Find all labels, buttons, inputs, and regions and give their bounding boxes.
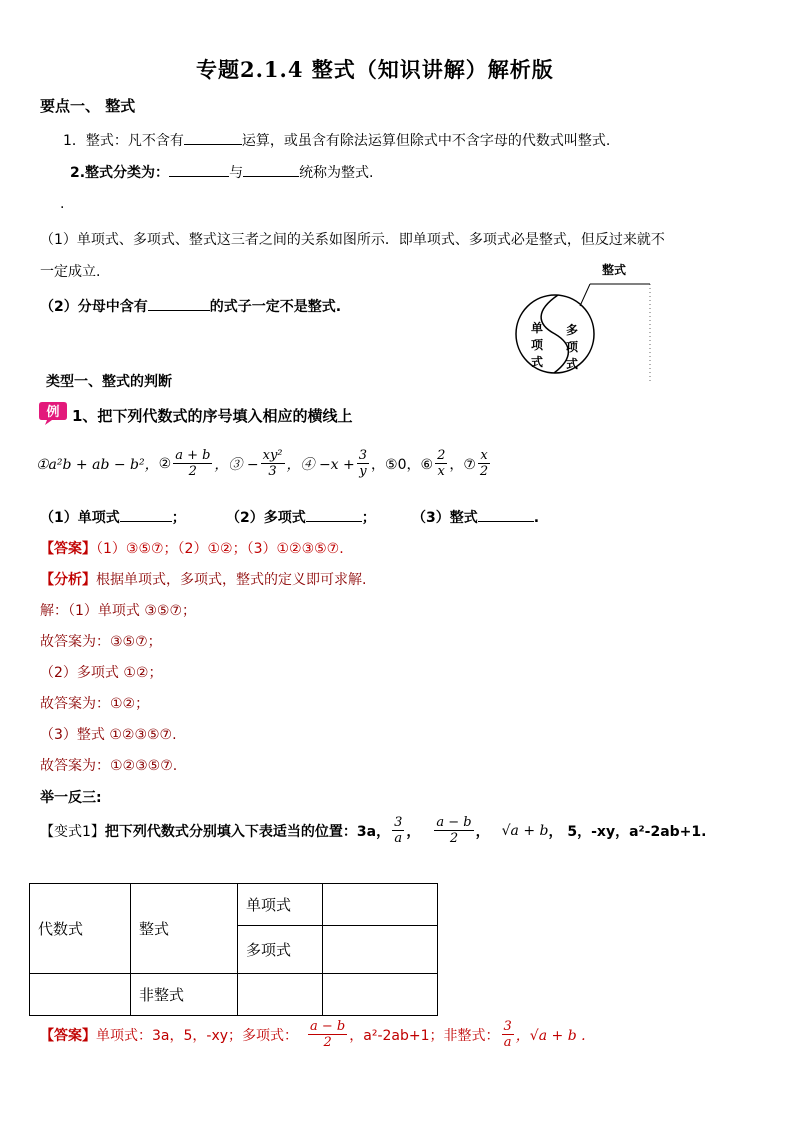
label-multinomial: 项 [566, 340, 579, 354]
practice-heading: 举一反三: [40, 790, 102, 806]
solution-line: 故答案为：①②； [40, 696, 150, 712]
fraction: $\frac{\text{xy²}}{3}$ [262, 448, 283, 479]
fill-polynomial: （3）整式 . [412, 507, 539, 527]
practice-question: 【变式1】 把下列代数式分别填入下表适当的位置：3a， $\frac{3}{a}$ ， $\frac{a - b}{2}$ ， √a + b ， 5，-xy，a²-2ab+1. [40, 815, 707, 846]
classification-table [29, 883, 438, 1016]
blank-field[interactable] [243, 162, 299, 177]
label-monomial: 式 [531, 355, 544, 369]
fraction: $\frac{x}{2}$ [479, 448, 489, 479]
blank-field[interactable] [120, 507, 172, 522]
leader-line [580, 284, 590, 306]
expression-list: ①a²b + ab − b²， ② $\frac{a + b}{2}$ ，③ − $\frac{\text{xy²}}{3}$ ，④ −x + $\frac{3}{y}$ ，⑤0，⑥ $\frac{2}{x}$ ，⑦ $\frac{x}{2}$ [36, 448, 489, 479]
answer-line: 【答案】（1）③⑤⑦；（2）①②；（3）①②③⑤⑦. [40, 541, 344, 557]
cell-non-polynomial-answer[interactable] [323, 974, 438, 1016]
definition-line: 1．整式：凡不含有 运算，或虽含有除法运算但除式中不含字母的代数式叫整式. [63, 130, 610, 150]
note-line-2: 一定成立. [40, 264, 101, 280]
label-monomial: 项 [531, 338, 544, 352]
sqrt-expression: √a + b [501, 822, 549, 839]
fraction: $\frac{3}{y}$ [358, 448, 368, 479]
svg-text:例: 例 [46, 405, 60, 420]
fill-multinomial: （2）多项式 ； [226, 507, 376, 527]
solution-line: 解：（1）单项式 ③⑤⑦； [40, 603, 197, 619]
polynomial-diagram [510, 258, 660, 388]
fraction: $\frac{a - b}{2}$ [310, 1019, 346, 1050]
fraction: $\frac{2}{x}$ [437, 448, 446, 479]
dot: . [60, 196, 65, 212]
divider-curve [541, 295, 568, 373]
note-denominator: （2）分母中含有 的式子一定不是整式. [40, 296, 341, 316]
blank-field[interactable] [184, 130, 242, 145]
label-multinomial: 式 [566, 357, 579, 371]
section-heading: 要点一、 整式 [40, 97, 136, 115]
label-monomial: 单 [531, 321, 544, 335]
fraction: $\frac{a - b}{2}$ [436, 815, 472, 846]
classification-line: 2.整式分类为： 与 统称为整式. [70, 162, 374, 182]
label-polynomial-set: 整式 [602, 263, 627, 277]
page-title: 专题2.1.4 整式（知识讲解）解析版 [196, 57, 554, 82]
cell-empty [30, 974, 131, 1016]
type-heading: 类型一、整式的判断 [46, 374, 172, 390]
fraction: $\frac{a + b}{2}$ [175, 448, 211, 479]
blank-field[interactable] [148, 296, 210, 311]
note-line-1: （1）单项式、多项式、整式这三者之间的关系如图所示．即单项式、多项式必是整式，但反过来就不 [40, 232, 665, 248]
cell-non-polynomial-answer[interactable] [238, 974, 323, 1016]
cell-monomial-answer[interactable] [323, 884, 438, 926]
example-badge-icon [38, 400, 68, 426]
blank-field[interactable] [169, 162, 229, 177]
cell-monomial-label: 单项式 [238, 884, 323, 926]
blank-field[interactable] [306, 507, 362, 522]
example-question: 1、把下列代数式的序号填入相应的横线上 [72, 407, 353, 425]
cell-expression: 代数式 [30, 884, 131, 974]
solution-line: （2）多项式 ①②； [40, 665, 163, 681]
cell-non-polynomial: 非整式 [131, 974, 238, 1016]
fraction: $\frac{3}{a}$ [503, 1019, 512, 1050]
cell-polynomial: 整式 [131, 884, 238, 974]
cell-multinomial-label: 多项式 [238, 926, 323, 974]
solution-line: 故答案为：③⑤⑦； [40, 634, 162, 650]
practice-answer: 【答案】 单项式：3a，5，-xy；多项式： $\frac{a - b}{2}$ ，a²-2ab+1；非整式： $\frac{3}{a}$ ，√a + b . [40, 1019, 586, 1050]
solution-line: （3）整式 ①②③⑤⑦. [40, 727, 177, 743]
solution-line: 故答案为：①②③⑤⑦. [40, 758, 178, 774]
label-multinomial: 多 [566, 323, 579, 337]
blank-field[interactable] [478, 507, 534, 522]
fill-monomial: （1）单项式 ； [40, 507, 186, 527]
analysis-line: 【分析】根据单项式，多项式，整式的定义即可求解. [40, 572, 367, 588]
fraction: $\frac{3}{a}$ [394, 815, 403, 846]
cell-multinomial-answer[interactable] [323, 926, 438, 974]
